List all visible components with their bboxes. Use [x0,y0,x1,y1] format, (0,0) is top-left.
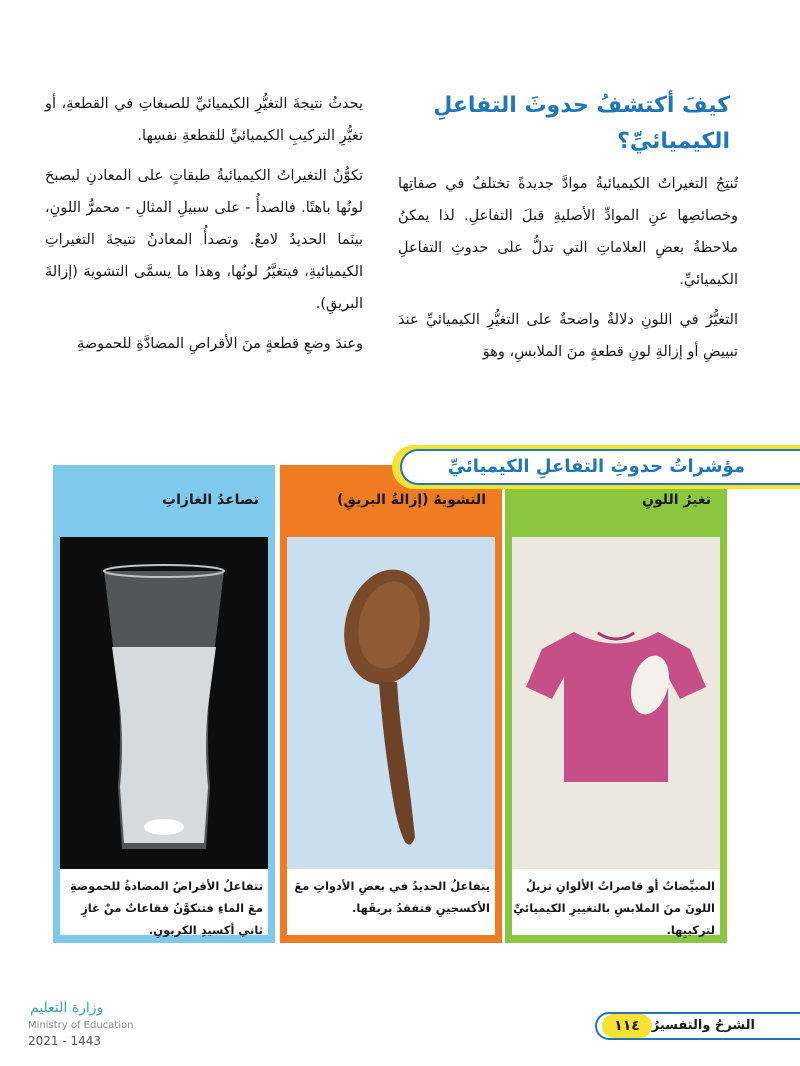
paragraph: التغيُّرُ في اللونِ دلالةٌ واضحةٌ على التغيُّرِ الكيميائيِّ عندَ تبييضِ أو إزالةِ لونِ قطعةٍ منَ الملابسِ، وهوَ [398,312,738,360]
card-title: تغيرُ اللونِ [642,492,711,508]
rusty-spoon-icon [287,537,495,869]
card-title: التشويهُ (إزالةُ البريقِ) [337,492,486,508]
ministry-logo-english: Ministry of Education [28,1020,134,1031]
left-text-column [45,88,363,368]
card-caption: تتفاعلُ الأقراصُ المضادةُ للحموضةِ معَ الماءِ فتتكوَّنُ فقاعاتٌ منْ غازِ ثاني أكسيدِ الكربونِ. [70,879,263,937]
glass-image [60,537,268,869]
footer-label: الشرحُ والتفسيرُ [651,1018,755,1033]
card-tarnish [280,465,502,943]
right-text-column [398,168,738,376]
tshirt-icon [512,537,720,869]
section-heading: كيفَ أكتشفُ حدوثَ التفاعلِ الكيميائيِّ؟ [433,93,730,154]
tshirt-image [512,537,720,869]
ministry-logo-arabic: وزارة التعليم [30,1000,104,1016]
paragraph: وعندَ وضعِ قطعةٍ منَ الأقراصِ المضادَّةِ للحموضةِ [77,336,363,352]
paragraph: يحدثُ نتيجةَ التغيُّرِ الكيميائيِّ للصبغاتِ في القطعةِ، أو تغيُّرِ التركيبِ الكيميائيِّ للقطعةِ نفسِها. [45,96,363,144]
edition-year: 2021 - 1443 [28,1034,102,1048]
paragraph: تُنتِجُ التغيراتُ الكيميائيةُ موادَّ جديدةً تختلفُ في صفاتِها وخصائصِها عنِ الموادِّ الأصليةِ قبلَ التفاعلِ. لذا يمكنُ ملاحظةُ بعضِ العلاماتِ التي تدلُّ على حدوثِ التفاعلِ الكيميائيِّ. [398,176,738,288]
card-caption: المبيِّضاتُ أو قاصراتُ الألوانِ تزيلُ اللونَ منَ الملابسِ بالتغييرِ الكيميائيِّ لتركيبِها. [513,879,715,937]
spoon-image [287,537,495,869]
card-caption: يتفاعلُ الحديدُ في بعضِ الأدواتِ معَ الأكسجينِ فتفقدُ بريقَها. [294,879,490,915]
card-title: تصاعدُ الغازاتِ [162,492,259,508]
banner-title: مؤشراتُ حدوثِ التفاعلِ الكيميائيِّ [447,456,745,477]
paragraph: تكوُّنُ التغيراتُ الكيميائيةُ طبقاتٍ على المعادنِ ليصبحَ لونُها باهتًا. فالصدأُ - على سبيلِ المثالِ - محمرُّ اللونِ، بينَما الحديدُ لامعٌ. وتصدأُ المعادنُ نتيجةَ التغيراتِ الكيميائيةِ، فيتغيَّرُ لونُها، وهذا ما يسمَّى التشويهَ (إزالةَ البريقِ). [45,168,363,312]
card-color-change [505,465,727,943]
fizzing-glass-icon [60,537,268,869]
card-gas-release [53,465,275,943]
page-number: ١١٤ [602,1014,652,1038]
